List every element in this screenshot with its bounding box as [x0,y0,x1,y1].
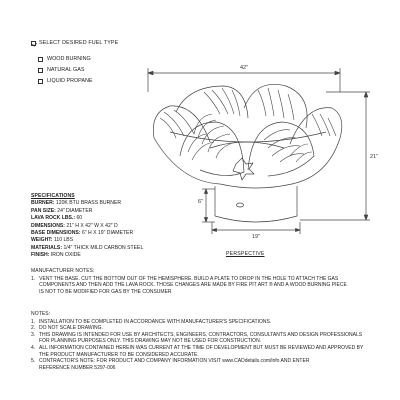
note-line: REFERENCE NUMBER 5297-006 [39,364,116,371]
spec-value: IRON OXIDE [50,252,81,259]
spec-value: 24" DIAMETER [57,207,93,214]
spec-row [31,208,143,215]
specifications-section [31,193,143,260]
note-number: 2. [31,325,36,332]
note-number: 1. [31,318,36,325]
checkbox-icon[interactable] [38,68,43,73]
note-line: INSTALLATION TO BE COMPLETED IN ACCORDANCE WITH MANUFACTURER'S SPECIFICATIONS. [39,318,272,325]
note-line: DO NOT SCALE DRAWING. [39,325,103,332]
fuel-option-liquid-propane[interactable] [38,76,118,87]
view-label: PERSPECTIVE [226,251,265,257]
specifications-title: SPECIFICATIONS [31,193,75,199]
spec-label: WEIGHT: [31,237,53,244]
note-line: IS NOT TO BE MODIFIED FOR GAS BY THE CONSUMER [39,288,172,295]
spec-row [31,245,143,252]
note-line: CONTRACTOR'S NOTE: FOR PRODUCT AND COMPANY INFORMATION VISIT www.CADdetails.com/info AND ENTER [39,358,310,365]
spec-row [31,223,143,230]
spec-label: DIMENSIONS: [31,222,65,229]
note-line: THE PRODUCT MANUFACTURER TO BE CONSIDERED ACCURATE. [39,351,199,358]
fuel-type-section [31,40,118,87]
base-height-dimension-line [202,189,215,222]
base-width-dimension-label: 19" [251,234,261,240]
checkbox-icon[interactable] [38,79,43,84]
base-height-dimension-label: 6" [198,199,204,205]
fuel-option-wood[interactable] [38,54,118,65]
width-dimension-label: 42" [239,65,249,71]
note-item [31,345,381,352]
height-dimension-label: 21" [370,154,379,160]
base-width-dimension-line [212,222,300,234]
manufacturer-notes-section [31,268,381,295]
spec-row [31,200,143,207]
width-dimension-line [148,68,340,92]
checkbox-icon[interactable] [38,57,43,62]
spec-label: LAVA ROCK LBS.: [31,215,76,222]
note-item [31,332,381,339]
note-line: FOR PLANNING PURPOSES ONLY. THIS DRAWING MAY NOT BE USED FOR CONSTRUCTION. [39,338,262,345]
note-line: ALL INFORMATION CONTAINED HEREIN WAS CURRENT AT THE TIME OF DEVELOPMENT BUT MUST BE REVIEWED AND APPROVED BY [39,344,364,351]
fire-pit-base [215,186,297,222]
note-item [31,325,381,332]
manufacturer-note [31,276,381,296]
notes-section [31,311,381,371]
fuel-option-label: LIQUID PROPANE [47,78,93,84]
spec-value: 6" H X 19" DIAMETER [81,230,134,237]
note-number: 5. [31,358,36,365]
note-line: THIS DRAWING IS INTENDED FOR USE BY ARCHITECTS, ENGINEERS, CONTRACTORS, CONSULTANTS AND DESIGN PROFESSIONALS [39,331,363,338]
fuel-option-label: NATURAL GAS [47,67,85,73]
fuel-options [38,54,118,87]
manufacturer-notes-title: MANUFACTURER NOTES: [31,268,95,274]
note-text [39,276,347,296]
spec-value: 21" H X 42" W X 42" D [66,222,118,229]
fire-pit-bowl [153,84,341,188]
note-number: 3. [31,331,36,338]
fire-pit-slots [160,88,336,162]
spec-label: BURNER: [31,200,55,207]
note-number: 4. [31,344,36,351]
note-number: 1. [31,275,36,282]
fire-pit-svg [140,52,380,258]
spec-row [31,252,143,259]
notes-title: NOTES: [31,311,51,317]
spec-row [31,215,143,222]
fuel-type-heading-row [31,40,118,47]
fuel-type-heading: SELECT DESIRED FUEL TYPE [39,40,119,46]
spec-label: FINISH: [31,252,50,259]
spec-row [31,237,143,244]
spec-value: 120K BTU BRASS BURNER [55,200,122,207]
spec-label: MATERIALS: [31,244,63,251]
spec-value: 110 LBS [53,237,74,244]
checked-box-icon [31,41,36,46]
note-item [31,358,381,365]
fuel-option-label: WOOD BURNING [47,56,91,62]
note-line: COMPONENTS AND THEN ADD THE LAVA ROCK. THOSE CHANGES ARE MADE BY FIRE PIT ART ® AND A WOOD BURNING PIECE [39,282,347,289]
fuel-option-natural-gas[interactable] [38,65,118,76]
spec-value: 1/4" THICK MILD CARBON STEEL [63,244,144,251]
note-item [31,319,381,326]
spec-label: BASE DIMENSIONS: [31,230,81,237]
spec-value: 60 [76,215,83,222]
spec-label: PAN SIZE: [31,207,56,214]
height-dimension-line [300,92,370,220]
fire-pit-drawing [140,52,380,258]
note-line: VENT THE BASE. CUT THE BOTTOM OUT OF THE HEMISPHERE. BUILD A PLATE TO DROP IN THE HOLE TO ATTACH THE GAS [39,275,339,282]
spec-row [31,230,143,237]
